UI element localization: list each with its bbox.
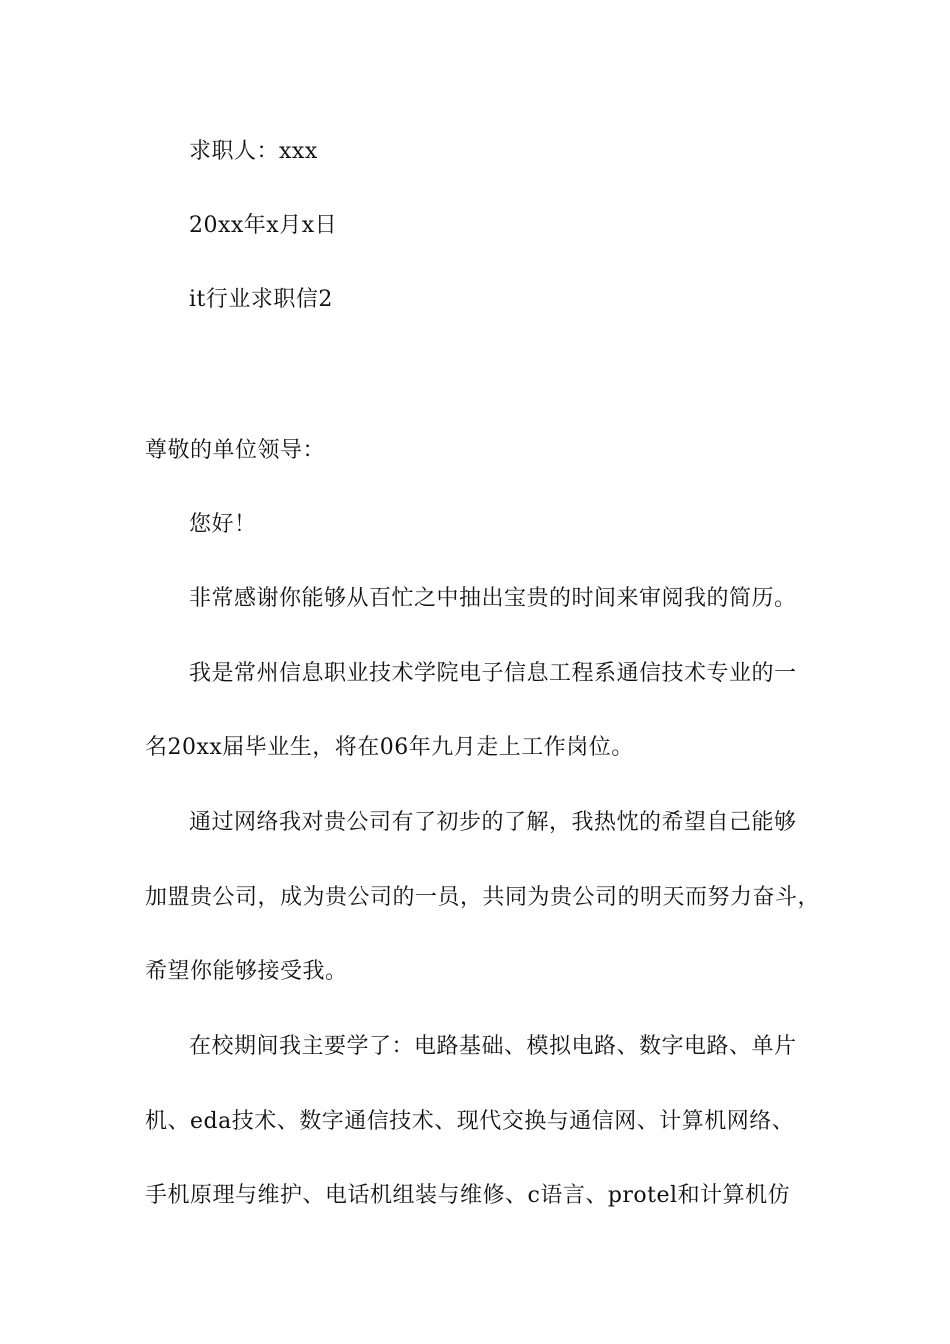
- applicant-line: 求职人：xxx: [189, 139, 318, 164]
- body-line-2: 我是常州信息职业技术学院电子信息工程系通信技术专业的一: [189, 661, 797, 686]
- body-line-1: 非常感谢你能够从百忙之中抽出宝贵的时间来审阅我的简历。: [189, 586, 797, 611]
- body-line-3: 名20xx届毕业生，将在06年九月走上工作岗位。: [145, 735, 634, 760]
- body-line-9: 手机原理与维护、电话机组装与维修、c语言、protel和计算机仿: [145, 1183, 791, 1208]
- body-line-7: 在校期间我主要学了：电路基础、模拟电路、数字电路、单片: [189, 1034, 797, 1059]
- date-line: 20xx年x月x日: [189, 213, 338, 238]
- greeting: 您好！: [189, 512, 257, 537]
- body-line-4: 通过网络我对贵公司有了初步的了解，我热忱的希望自己能够: [189, 810, 797, 835]
- body-line-8: 机、eda技术、数字通信技术、现代交换与通信网、计算机网络、: [145, 1109, 795, 1134]
- body-line-6: 希望你能够接受我。: [145, 959, 348, 984]
- section-title: it行业求职信2: [189, 287, 333, 312]
- body-line-5: 加盟贵公司，成为贵公司的一员，共同为贵公司的明天而努力奋斗，: [145, 885, 821, 910]
- salutation: 尊敬的单位领导：: [145, 438, 326, 463]
